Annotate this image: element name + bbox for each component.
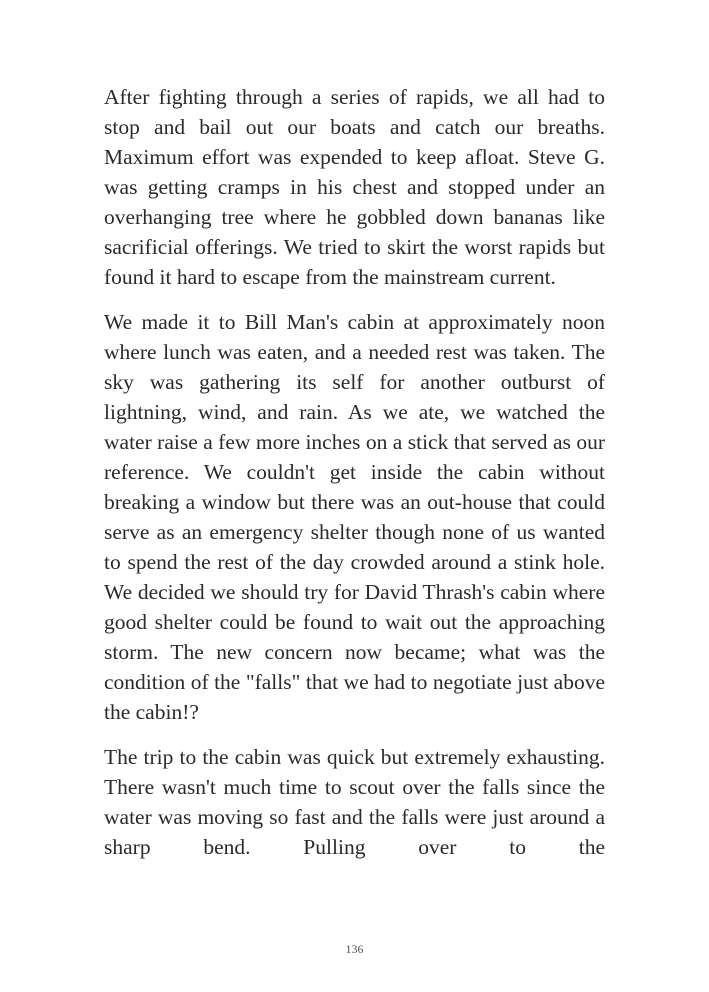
page-number: 136 xyxy=(345,942,364,956)
paragraph-2: We made it to Bill Man's cabin at approximately noon where lunch was eaten, and a needed rest was taken. The sky was gathering its self for another outburst of lightning, wind, and rain. As we ate, we watched the water raise a few more inches on a stick that served as our reference. We couldn't get inside the cabin without breaking a window but there was an out-house that could serve as an emergency shelter though none of us wanted to spend the rest of the day crowded around a stink hole. We decided we should try for David Thrash's cabin where good shelter could be found to wait out the approaching storm. The new concern now became; what was the condition of the "falls" that we had to negotiate just above the cabin!? xyxy=(104,310,605,724)
page-body xyxy=(104,82,605,877)
paragraph-1: After fighting through a series of rapids, we all had to stop and bail out our boats and catch our breaths. Maximum effort was expended to keep afloat. Steve G. was getting cramps in his chest and stopped under an overhanging tree where he gobbled down bananas like sacrificial offerings. We tried to skirt the worst rapids but found it hard to escape from the mainstream current. xyxy=(104,85,605,289)
paragraph-3: The trip to the cabin was quick but extremely exhausting. There wasn't much time to scout over the falls since the water was moving so fast and the falls were just around a sharp bend. Pulling over to the xyxy=(104,745,605,859)
